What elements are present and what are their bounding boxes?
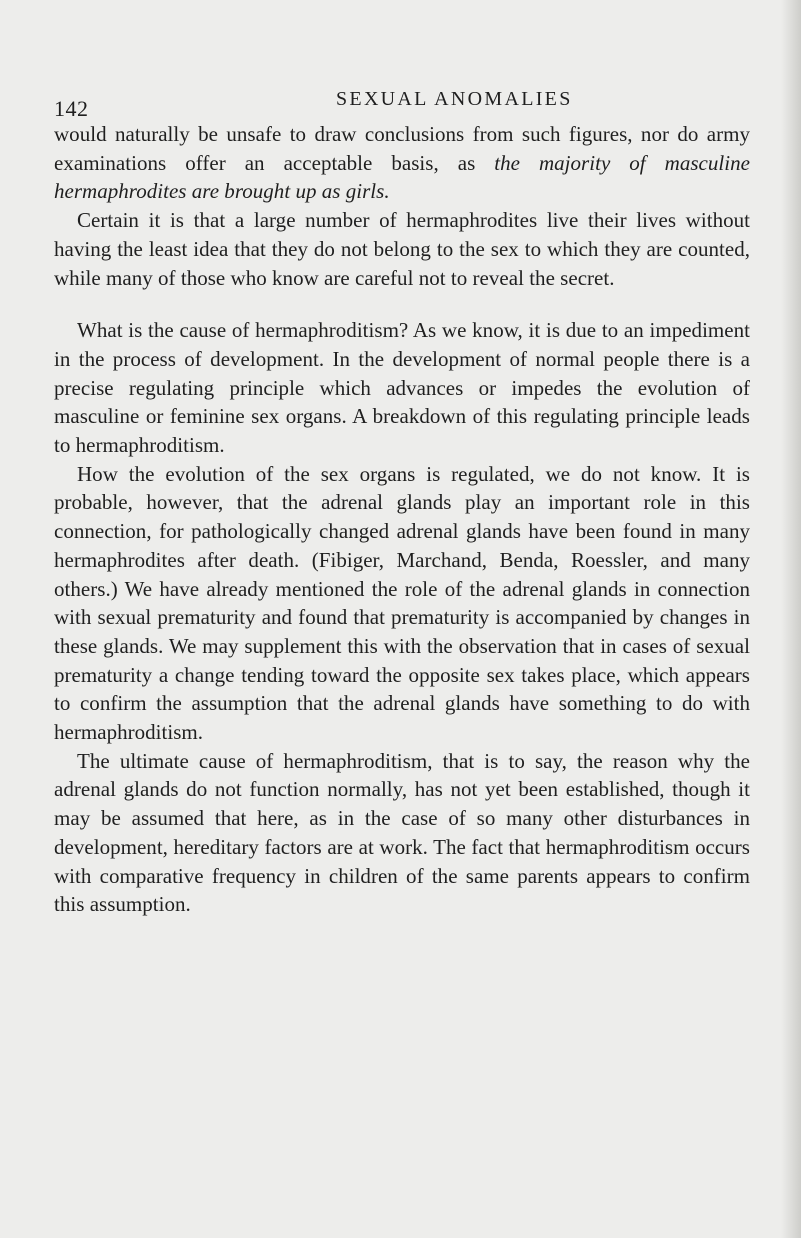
body-text [54, 120, 750, 919]
paragraph-adrenal-glands: How the evolution of the sex organs is regulated, we do not know. It is probable, however, that the adrenal glands play an important role in this connection, for pathologically changed adrenal glands have been found in many hermaphrodites after death. (Fibiger, Marchand, Benda, Roessler, and many others.) We have already mentioned the role of the adrenal glands in connection with sexual prematurity and found that prematurity is accompanied by changes in these glands. We may supplement this with the observation that in cases of sexual prematurity a change tending toward the opposite sex takes place, which appears to confirm the assumption that the adrenal glands have something to do with hermaphroditism. [54, 461, 750, 745]
paragraph-ultimate-cause: The ultimate cause of hermaphroditism, that is to say, the reason why the adrenal glands do not function normally, has not yet been established, though it may be assumed that here, as in the case of so many other disturbances in development, hereditary factors are at work. The fact that hermaphroditism occurs with comparative frequency in children of the same parents appears to confirm this assumption. [54, 748, 750, 917]
paragraph-continuation-text: would naturally be unsafe to draw conclusions from such figures, nor do army examinations offer an acceptable basis, as [54, 122, 750, 175]
paragraph-cause-question: What is the cause of hermaphroditism? As we know, it is due to an impediment in the process of development. In the development of normal people there is a precise regulating principle which advances or impedes the evolution of masculine or feminine sex organs. A breakdown of this regulating principle leads to hermaphroditism. [54, 318, 750, 458]
page-number: 142 [54, 96, 89, 121]
paragraph-hermaphrodites-unaware: Certain it is that a large number of hermaphrodites live their lives without having the least idea that they do not belong to the sex to which they are counted, while many of those who know are careful not to reveal the secret. [54, 208, 750, 290]
page-edge-shadow [781, 0, 801, 1238]
page-header [54, 88, 744, 121]
paragraph-continuation [54, 120, 750, 206]
running-title: SEXUAL ANOMALIES [336, 88, 573, 110]
emphasis-text: the majority of masculine hermaphrodites are brought up as girls. [54, 150, 750, 204]
